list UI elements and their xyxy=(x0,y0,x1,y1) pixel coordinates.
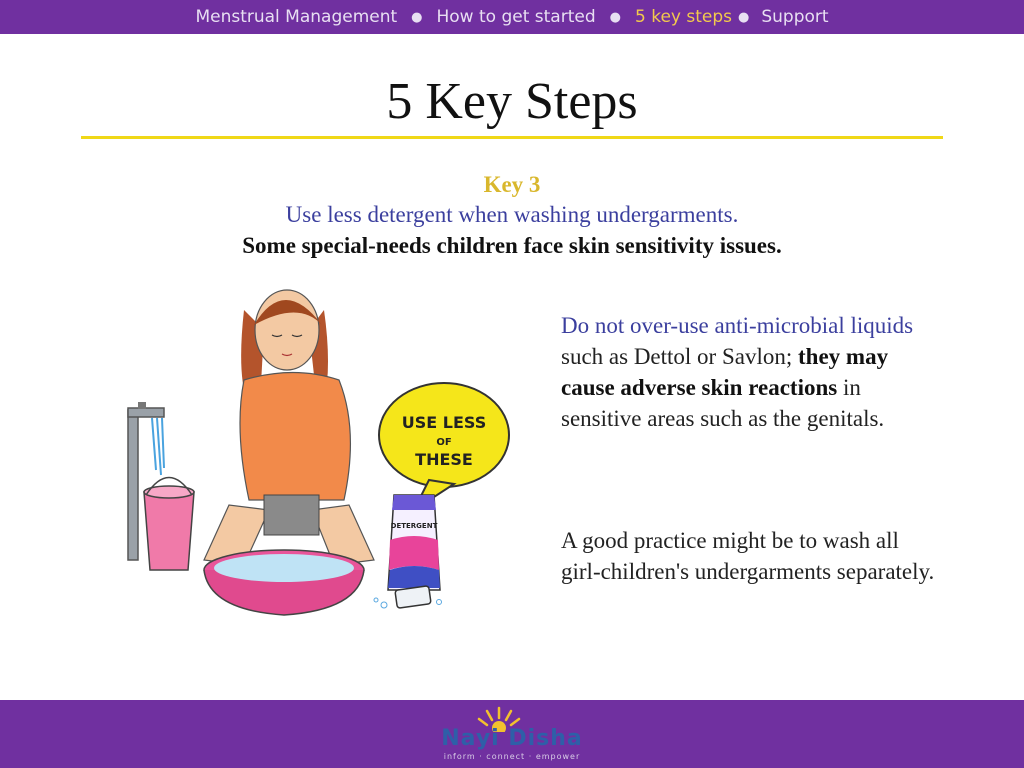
detergent-packet-icon xyxy=(388,495,440,590)
key-subtitle: Use less detergent when washing undergarments. xyxy=(285,202,739,227)
bubble-line-2: OF xyxy=(436,437,452,448)
nav-separator: ● xyxy=(738,9,750,25)
nav-5-key-steps[interactable]: 5 key steps xyxy=(634,7,732,27)
advice-paragraph-1 xyxy=(561,310,941,434)
advice-blue-text: Do not over-use anti-microbial liquids xyxy=(561,313,914,338)
logo-tagline: inform · connect · empower xyxy=(443,752,581,761)
advice-plain-text: such as Dettol or Savlon; xyxy=(561,344,798,369)
nav-separator: ● xyxy=(411,9,423,25)
bubble-line-3: THESE xyxy=(415,450,473,469)
basin-icon xyxy=(204,550,364,615)
nav-how-to-get-started[interactable]: How to get started xyxy=(436,7,596,27)
advice-paragraph-2: A good practice might be to wash all girl-children's undergarments separately. xyxy=(561,528,935,584)
title-divider xyxy=(81,136,943,139)
nav-support[interactable]: Support xyxy=(761,7,829,27)
nayi-disha-logo[interactable] xyxy=(437,704,587,766)
packet-label: DETERGENT xyxy=(390,522,438,530)
nav-menstrual-management[interactable]: Menstrual Management xyxy=(195,7,398,27)
advice-bold-text: they may cause adverse skin reactions xyxy=(561,344,889,400)
key-label: Key 3 xyxy=(483,172,541,197)
logo-name: Nayi Disha xyxy=(441,726,583,751)
bucket-icon xyxy=(144,478,194,571)
bubble-line-1: USE LESS xyxy=(401,413,487,432)
speech-bubble xyxy=(379,383,509,510)
girl-figure xyxy=(204,290,374,565)
key-subtitle-bold: Some special-needs children face skin sensitivity issues. xyxy=(242,233,782,258)
advice-plain-text-2: in sensitive areas such as the genitals. xyxy=(561,375,885,431)
nav-separator: ● xyxy=(609,9,621,25)
washing-illustration xyxy=(84,270,540,640)
page-title: 5 Key Steps xyxy=(386,73,638,130)
top-nav xyxy=(0,0,1024,34)
